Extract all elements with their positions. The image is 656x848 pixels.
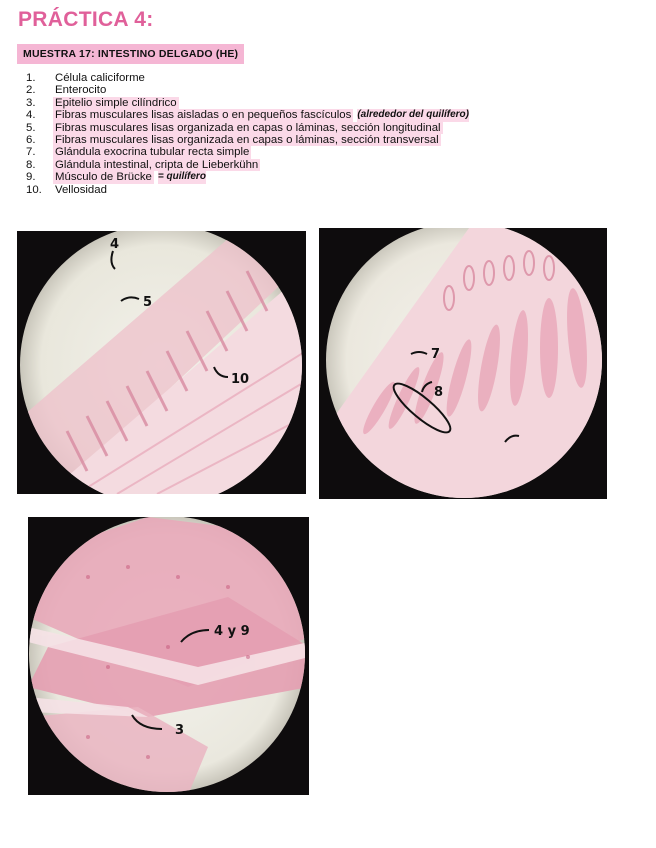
legend-item xyxy=(26,97,469,109)
legend-number: 5. xyxy=(26,121,36,134)
legend-text: Músculo de Brücke xyxy=(55,171,152,184)
legend-number: 6. xyxy=(26,134,36,147)
legend-number: 4. xyxy=(26,109,36,122)
legend-number: 2. xyxy=(26,84,36,97)
label-5: 5 xyxy=(143,295,153,310)
label-4: 4 xyxy=(110,237,120,252)
legend-item xyxy=(26,122,469,134)
micrograph-1 xyxy=(17,231,306,494)
legend-number: 3. xyxy=(26,96,36,109)
micrograph-2 xyxy=(319,228,607,499)
micrograph-3 xyxy=(28,517,309,795)
legend-text: Enterocito xyxy=(55,84,107,97)
legend-number: 7. xyxy=(26,146,36,159)
label-4-y-9: 4 y 9 xyxy=(214,624,250,639)
legend-item xyxy=(26,72,469,84)
label-3: 3 xyxy=(175,723,185,738)
legend-number: 10. xyxy=(26,183,42,196)
legend-text: Fibras musculares lisas organizada en capas o láminas, sección transversal xyxy=(55,134,439,147)
legend-note: = quilífero xyxy=(157,171,206,183)
sample-label: MUESTRA 17: INTESTINO DELGADO (HE) xyxy=(17,44,244,64)
legend-item xyxy=(26,84,469,96)
legend-text: Fibras musculares lisas organizada en capas o láminas, sección longitudinal xyxy=(55,121,441,134)
legend-number: 8. xyxy=(26,158,36,171)
legend-text: Glándula intestinal, cripta de Lieberkühn xyxy=(55,158,259,171)
legend-item xyxy=(26,109,469,121)
legend-item xyxy=(26,134,469,146)
label-7: 7 xyxy=(431,347,441,362)
legend-item xyxy=(26,159,469,171)
legend-item xyxy=(26,184,469,196)
page-title: PRÁCTICA 4: xyxy=(18,8,154,31)
legend-item xyxy=(26,171,469,183)
legend-text: Célula caliciforme xyxy=(55,72,145,84)
legend-text: Glándula exocrina tubular recta simple xyxy=(55,146,250,159)
label-10: 10 xyxy=(231,372,250,387)
structure-legend xyxy=(26,72,469,196)
label-8: 8 xyxy=(434,385,444,400)
legend-number: 9. xyxy=(26,171,36,184)
legend-text: Fibras musculares lisas aisladas o en pequeños fascículos xyxy=(55,109,352,122)
legend-number: 1. xyxy=(26,72,36,84)
legend-item xyxy=(26,146,469,158)
legend-text: Vellosidad xyxy=(55,183,107,196)
legend-text: Epitelio simple cilíndrico xyxy=(55,96,177,109)
legend-note: (alrededor del quilífero) xyxy=(357,109,469,121)
